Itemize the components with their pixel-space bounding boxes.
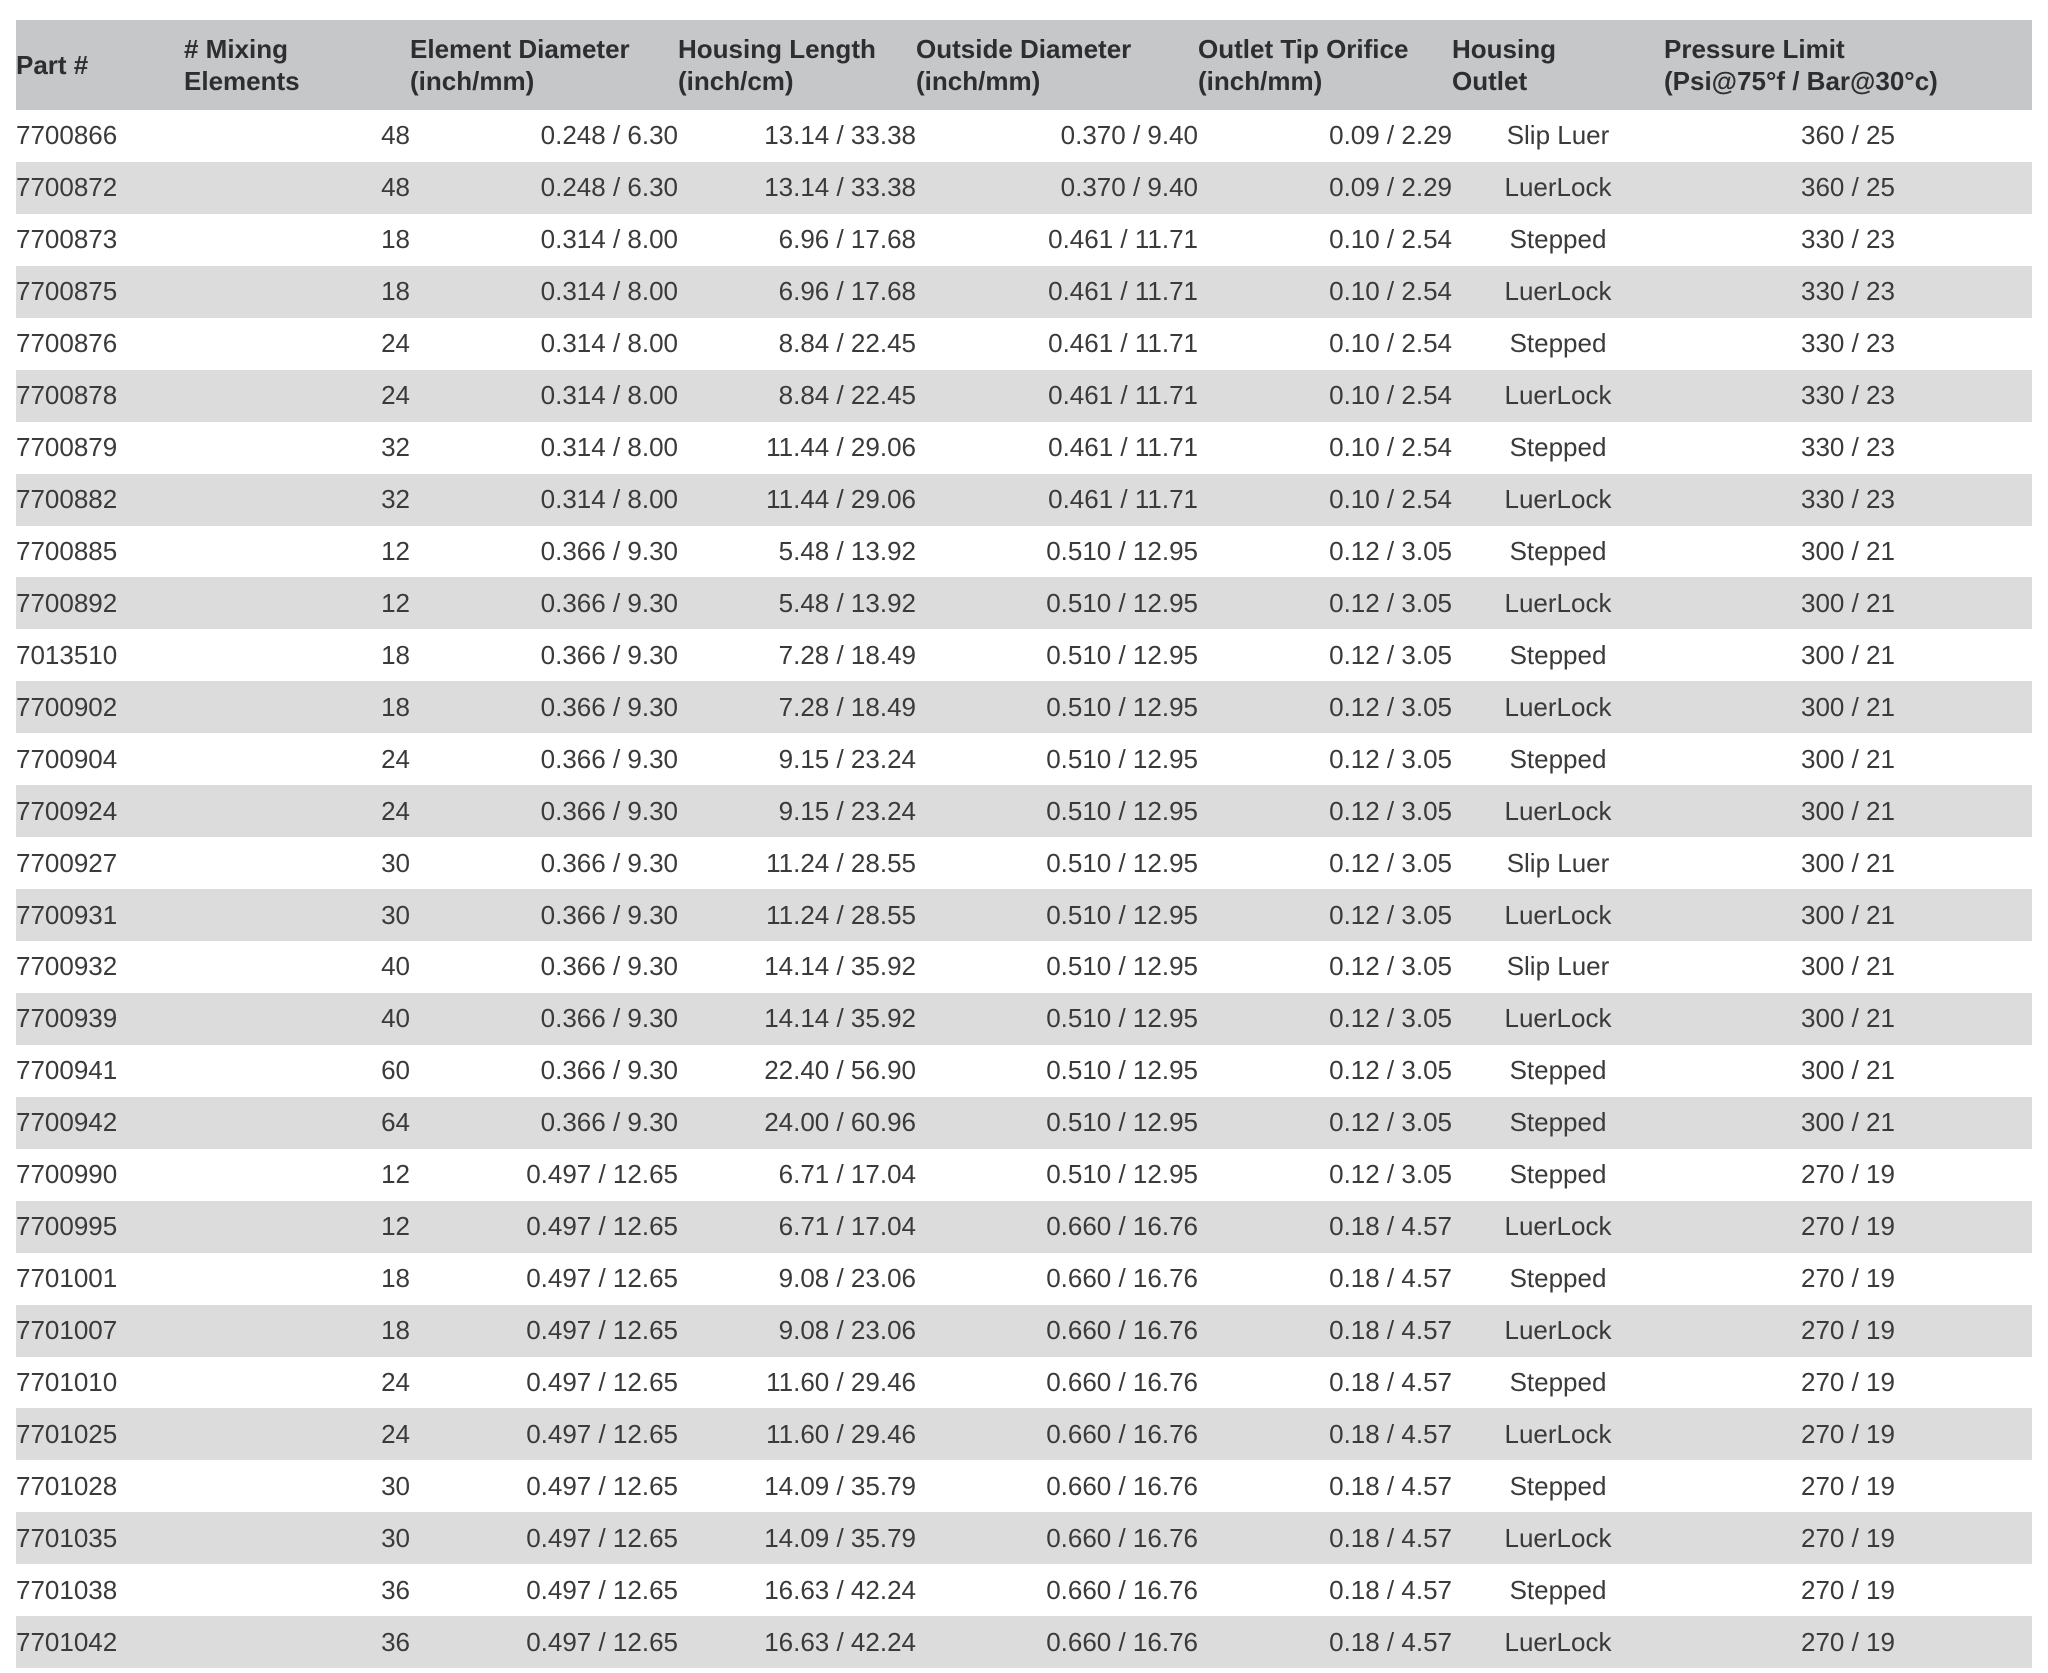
outlet-tip-orifice-cell: 0.09 / 2.29: [1329, 172, 1452, 203]
outside-diameter-cell: 0.660 / 16.76: [1046, 1522, 1198, 1553]
element-diameter-cell: 0.248 / 6.30: [540, 172, 678, 203]
mixing-elements-cell: 48: [381, 120, 410, 151]
outlet-tip-orifice-cell: 0.12 / 3.05: [1329, 1107, 1452, 1138]
outside-diameter-cell: 0.510 / 12.95: [1046, 1003, 1198, 1034]
pressure-limit-cell: 300 / 21: [1801, 951, 1895, 982]
header-housing-outlet: Housing Outlet: [1452, 34, 1556, 96]
part-number-cell: 7700990: [16, 1159, 118, 1190]
part-number-cell: 7700866: [16, 120, 118, 151]
part-number-cell: 7700904: [16, 743, 118, 774]
housing-length-cell: 13.14 / 33.38: [764, 172, 916, 203]
element-diameter-cell: 0.314 / 8.00: [540, 276, 678, 307]
element-diameter-cell: 0.366 / 9.30: [540, 1055, 678, 1086]
header-part-number: Part #: [16, 50, 89, 80]
housing-length-cell: 14.14 / 35.92: [764, 951, 916, 982]
table-row: [16, 941, 2032, 993]
table-row: [16, 1201, 2032, 1253]
housing-outlet-cell: Stepped: [1509, 328, 1607, 359]
outlet-tip-orifice-cell: 0.12 / 3.05: [1329, 847, 1452, 878]
outlet-tip-orifice-cell: 0.18 / 4.57: [1329, 1315, 1452, 1346]
element-diameter-cell: 0.497 / 12.65: [526, 1522, 678, 1553]
housing-length-cell: 5.48 / 13.92: [778, 587, 916, 618]
outlet-tip-orifice-cell: 0.12 / 3.05: [1329, 743, 1452, 774]
housing-outlet-cell: LuerLock: [1504, 484, 1612, 515]
outlet-tip-orifice-cell: 0.12 / 3.05: [1329, 899, 1452, 930]
housing-outlet-cell: LuerLock: [1504, 1626, 1612, 1657]
table-row: [16, 629, 2032, 681]
outside-diameter-cell: 0.660 / 16.76: [1046, 1366, 1198, 1397]
mixing-elements-cell: 12: [381, 535, 410, 566]
housing-outlet-cell: Slip Luer: [1506, 120, 1610, 151]
part-number-cell: 7701028: [16, 1470, 118, 1501]
housing-outlet-cell: Stepped: [1509, 432, 1607, 463]
part-number-cell: 7700875: [16, 276, 118, 307]
table-row: [16, 577, 2032, 629]
pressure-limit-cell: 270 / 19: [1801, 1470, 1895, 1501]
table-row: [16, 1045, 2032, 1097]
housing-outlet-cell: LuerLock: [1504, 276, 1612, 307]
mixing-elements-cell: 24: [381, 1366, 410, 1397]
mixing-elements-cell: 30: [381, 1522, 410, 1553]
pressure-limit-cell: 330 / 23: [1801, 432, 1895, 463]
outside-diameter-cell: 0.461 / 11.71: [1048, 484, 1198, 515]
header-outside-diameter: Outside Diameter (inch/mm): [916, 34, 1132, 96]
outlet-tip-orifice-cell: 0.09 / 2.29: [1329, 120, 1452, 151]
part-number-cell: 7700941: [16, 1055, 118, 1086]
mixing-elements-cell: 24: [381, 743, 410, 774]
element-diameter-cell: 0.314 / 8.00: [540, 484, 678, 515]
housing-length-cell: 9.08 / 23.06: [778, 1263, 916, 1294]
pressure-limit-cell: 330 / 23: [1801, 380, 1895, 411]
housing-length-cell: 7.28 / 18.49: [778, 691, 916, 722]
housing-length-cell: 14.14 / 35.92: [764, 1003, 916, 1034]
table-row: [16, 681, 2032, 733]
part-number-cell: 7700876: [16, 328, 118, 359]
pressure-limit-cell: 300 / 21: [1801, 691, 1895, 722]
element-diameter-cell: 0.497 / 12.65: [526, 1574, 678, 1605]
element-diameter-cell: 0.366 / 9.30: [540, 1003, 678, 1034]
element-diameter-cell: 0.366 / 9.30: [540, 743, 678, 774]
outlet-tip-orifice-cell: 0.18 / 4.57: [1329, 1470, 1452, 1501]
pressure-limit-cell: 300 / 21: [1801, 743, 1895, 774]
housing-outlet-cell: LuerLock: [1504, 1315, 1612, 1346]
pressure-limit-cell: 330 / 23: [1801, 328, 1895, 359]
housing-outlet-cell: Stepped: [1509, 743, 1607, 774]
outside-diameter-cell: 0.510 / 12.95: [1046, 951, 1198, 982]
pressure-limit-cell: 300 / 21: [1801, 639, 1895, 670]
outside-diameter-cell: 0.370 / 9.40: [1060, 172, 1198, 203]
housing-length-cell: 9.15 / 23.24: [778, 743, 916, 774]
element-diameter-cell: 0.248 / 6.30: [540, 120, 678, 151]
table-row: [16, 733, 2032, 785]
housing-length-cell: 9.15 / 23.24: [778, 795, 916, 826]
outlet-tip-orifice-cell: 0.10 / 2.54: [1329, 276, 1452, 307]
outside-diameter-cell: 0.510 / 12.95: [1046, 587, 1198, 618]
housing-outlet-cell: Stepped: [1509, 639, 1607, 670]
element-diameter-cell: 0.497 / 12.65: [526, 1470, 678, 1501]
table-row: [16, 1460, 2032, 1512]
part-number-cell: 7701001: [16, 1263, 118, 1294]
table-row: [16, 526, 2032, 578]
pressure-limit-cell: 330 / 23: [1801, 484, 1895, 515]
housing-outlet-cell: LuerLock: [1504, 795, 1612, 826]
part-number-cell: 7700885: [16, 535, 118, 566]
outside-diameter-cell: 0.660 / 16.76: [1046, 1470, 1198, 1501]
housing-outlet-cell: Stepped: [1509, 1470, 1607, 1501]
outlet-tip-orifice-cell: 0.12 / 3.05: [1329, 1055, 1452, 1086]
table-row: [16, 318, 2032, 370]
element-diameter-cell: 0.314 / 8.00: [540, 380, 678, 411]
part-number-cell: 7700942: [16, 1107, 118, 1138]
mixing-elements-cell: 40: [381, 1003, 410, 1034]
table-row: [16, 1616, 2032, 1668]
housing-outlet-cell: Stepped: [1509, 1263, 1607, 1294]
table-row: [16, 162, 2032, 214]
header-housing-length: Housing Length (inch/cm): [678, 34, 876, 96]
part-number-cell: 7700882: [16, 484, 118, 515]
element-diameter-cell: 0.497 / 12.65: [526, 1159, 678, 1190]
pressure-limit-cell: 270 / 19: [1801, 1626, 1895, 1657]
table-row: [16, 1408, 2032, 1460]
element-diameter-cell: 0.366 / 9.30: [540, 587, 678, 618]
pressure-limit-cell: 360 / 25: [1801, 120, 1895, 151]
outside-diameter-cell: 0.510 / 12.95: [1046, 795, 1198, 826]
outside-diameter-cell: 0.461 / 11.71: [1048, 224, 1198, 255]
pressure-limit-cell: 300 / 21: [1801, 535, 1895, 566]
outside-diameter-cell: 0.461 / 11.71: [1048, 276, 1198, 307]
housing-length-cell: 7.28 / 18.49: [778, 639, 916, 670]
mixing-elements-cell: 30: [381, 899, 410, 930]
table-row: [16, 370, 2032, 422]
outlet-tip-orifice-cell: 0.12 / 3.05: [1329, 1003, 1452, 1034]
housing-outlet-cell: Stepped: [1509, 1366, 1607, 1397]
table-row: [16, 785, 2032, 837]
outside-diameter-cell: 0.510 / 12.95: [1046, 639, 1198, 670]
table-row: [16, 837, 2032, 889]
mixing-elements-cell: 32: [381, 432, 410, 463]
element-diameter-cell: 0.314 / 8.00: [540, 224, 678, 255]
housing-length-cell: 13.14 / 33.38: [764, 120, 916, 151]
outside-diameter-cell: 0.510 / 12.95: [1046, 847, 1198, 878]
part-number-cell: 7013510: [16, 639, 118, 670]
outside-diameter-cell: 0.510 / 12.95: [1046, 899, 1198, 930]
pressure-limit-cell: 300 / 21: [1801, 795, 1895, 826]
housing-length-cell: 16.63 / 42.24: [764, 1574, 916, 1605]
housing-length-cell: 22.40 / 56.90: [764, 1055, 916, 1086]
table-body: [16, 110, 2032, 1668]
outside-diameter-cell: 0.461 / 11.71: [1048, 328, 1198, 359]
table-header: [16, 20, 2032, 110]
housing-length-cell: 8.84 / 22.45: [778, 328, 916, 359]
part-number-cell: 7701035: [16, 1522, 118, 1553]
outside-diameter-cell: 0.461 / 11.71: [1048, 432, 1198, 463]
element-diameter-cell: 0.366 / 9.30: [540, 847, 678, 878]
header-mixing-elements: # Mixing Elements: [184, 34, 300, 96]
housing-length-cell: 6.96 / 17.68: [778, 224, 916, 255]
housing-length-cell: 5.48 / 13.92: [778, 535, 916, 566]
housing-length-cell: 9.08 / 23.06: [778, 1315, 916, 1346]
table-row: [16, 1564, 2032, 1616]
mixing-elements-cell: 24: [381, 380, 410, 411]
housing-outlet-cell: Slip Luer: [1506, 847, 1610, 878]
element-diameter-cell: 0.497 / 12.65: [526, 1211, 678, 1242]
mixing-elements-cell: 18: [381, 691, 410, 722]
part-number-cell: 7700879: [16, 432, 118, 463]
mixing-elements-cell: 36: [381, 1574, 410, 1605]
pressure-limit-cell: 270 / 19: [1801, 1522, 1895, 1553]
mixing-elements-cell: 40: [381, 951, 410, 982]
housing-length-cell: 14.09 / 35.79: [764, 1522, 916, 1553]
part-number-cell: 7701042: [16, 1626, 118, 1657]
pressure-limit-cell: 300 / 21: [1801, 899, 1895, 930]
element-diameter-cell: 0.366 / 9.30: [540, 691, 678, 722]
housing-outlet-cell: LuerLock: [1504, 1003, 1612, 1034]
pressure-limit-cell: 360 / 25: [1801, 172, 1895, 203]
mixing-elements-cell: 24: [381, 795, 410, 826]
element-diameter-cell: 0.366 / 9.30: [540, 639, 678, 670]
housing-length-cell: 24.00 / 60.96: [764, 1107, 916, 1138]
part-number-cell: 7700902: [16, 691, 118, 722]
table-row: [16, 474, 2032, 526]
table-row: [16, 422, 2032, 474]
mixing-elements-cell: 24: [381, 1418, 410, 1449]
outlet-tip-orifice-cell: 0.18 / 4.57: [1329, 1211, 1452, 1242]
element-diameter-cell: 0.497 / 12.65: [526, 1626, 678, 1657]
pressure-limit-cell: 270 / 19: [1801, 1315, 1895, 1346]
pressure-limit-cell: 300 / 21: [1801, 1107, 1895, 1138]
header-element-diameter: Element Diameter (inch/mm): [410, 34, 630, 96]
housing-length-cell: 6.71 / 17.04: [778, 1211, 916, 1242]
housing-outlet-cell: LuerLock: [1504, 691, 1612, 722]
outlet-tip-orifice-cell: 0.10 / 2.54: [1329, 484, 1452, 515]
mixing-elements-cell: 36: [381, 1626, 410, 1657]
mixing-elements-cell: 12: [381, 587, 410, 618]
housing-outlet-cell: Stepped: [1509, 1107, 1607, 1138]
housing-length-cell: 11.24 / 28.55: [766, 899, 916, 930]
pressure-limit-cell: 300 / 21: [1801, 1003, 1895, 1034]
housing-length-cell: 6.96 / 17.68: [778, 276, 916, 307]
housing-outlet-cell: Slip Luer: [1506, 951, 1610, 982]
outlet-tip-orifice-cell: 0.12 / 3.05: [1329, 795, 1452, 826]
housing-outlet-cell: LuerLock: [1504, 587, 1612, 618]
part-number-cell: 7700872: [16, 172, 118, 203]
outlet-tip-orifice-cell: 0.10 / 2.54: [1329, 380, 1452, 411]
housing-outlet-cell: LuerLock: [1504, 172, 1612, 203]
mixing-elements-cell: 18: [381, 276, 410, 307]
outlet-tip-orifice-cell: 0.12 / 3.05: [1329, 1159, 1452, 1190]
outside-diameter-cell: 0.660 / 16.76: [1046, 1574, 1198, 1605]
outside-diameter-cell: 0.660 / 16.76: [1046, 1263, 1198, 1294]
outlet-tip-orifice-cell: 0.18 / 4.57: [1329, 1366, 1452, 1397]
housing-outlet-cell: Stepped: [1509, 1574, 1607, 1605]
table-row: [16, 1097, 2032, 1149]
housing-outlet-cell: Stepped: [1509, 224, 1607, 255]
part-number-cell: 7701010: [16, 1366, 118, 1397]
element-diameter-cell: 0.497 / 12.65: [526, 1263, 678, 1294]
part-number-cell: 7700892: [16, 587, 118, 618]
housing-length-cell: 6.71 / 17.04: [778, 1159, 916, 1190]
mixing-elements-cell: 24: [381, 328, 410, 359]
pressure-limit-cell: 270 / 19: [1801, 1574, 1895, 1605]
pressure-limit-cell: 300 / 21: [1801, 1055, 1895, 1086]
mixing-elements-cell: 18: [381, 224, 410, 255]
table-row: [16, 1357, 2032, 1409]
pressure-limit-cell: 330 / 23: [1801, 276, 1895, 307]
outside-diameter-cell: 0.660 / 16.76: [1046, 1418, 1198, 1449]
housing-outlet-cell: LuerLock: [1504, 899, 1612, 930]
outside-diameter-cell: 0.510 / 12.95: [1046, 535, 1198, 566]
housing-outlet-cell: LuerLock: [1504, 380, 1612, 411]
header-row: [16, 20, 2032, 110]
outside-diameter-cell: 0.660 / 16.76: [1046, 1211, 1198, 1242]
element-diameter-cell: 0.366 / 9.30: [540, 951, 678, 982]
part-number-cell: 7701007: [16, 1315, 118, 1346]
mixing-elements-cell: 32: [381, 484, 410, 515]
outside-diameter-cell: 0.510 / 12.95: [1046, 691, 1198, 722]
outlet-tip-orifice-cell: 0.18 / 4.57: [1329, 1418, 1452, 1449]
table-row: [16, 214, 2032, 266]
table-row: [16, 1305, 2032, 1357]
pressure-limit-cell: 300 / 21: [1801, 587, 1895, 618]
housing-length-cell: 11.44 / 29.06: [766, 432, 916, 463]
outlet-tip-orifice-cell: 0.12 / 3.05: [1329, 639, 1452, 670]
mixing-elements-cell: 18: [381, 1315, 410, 1346]
mixing-elements-cell: 12: [381, 1211, 410, 1242]
outside-diameter-cell: 0.510 / 12.95: [1046, 1159, 1198, 1190]
element-diameter-cell: 0.497 / 12.65: [526, 1366, 678, 1397]
element-diameter-cell: 0.366 / 9.30: [540, 795, 678, 826]
part-number-cell: 7701038: [16, 1574, 118, 1605]
table-row: [16, 1512, 2032, 1564]
table-row: [16, 1149, 2032, 1201]
header-pressure-limit: Pressure Limit (Psi@75°f / Bar@30°c): [1664, 34, 1938, 96]
element-diameter-cell: 0.366 / 9.30: [540, 535, 678, 566]
mixing-elements-cell: 18: [381, 639, 410, 670]
outlet-tip-orifice-cell: 0.12 / 3.05: [1329, 691, 1452, 722]
part-number-cell: 7700873: [16, 224, 118, 255]
element-diameter-cell: 0.366 / 9.30: [540, 899, 678, 930]
outside-diameter-cell: 0.370 / 9.40: [1060, 120, 1198, 151]
outside-diameter-cell: 0.461 / 11.71: [1048, 380, 1198, 411]
outlet-tip-orifice-cell: 0.18 / 4.57: [1329, 1263, 1452, 1294]
outside-diameter-cell: 0.510 / 12.95: [1046, 1107, 1198, 1138]
pressure-limit-cell: 270 / 19: [1801, 1418, 1895, 1449]
mixing-elements-cell: 48: [381, 172, 410, 203]
element-diameter-cell: 0.314 / 8.00: [540, 432, 678, 463]
housing-length-cell: 8.84 / 22.45: [778, 380, 916, 411]
table-row: [16, 266, 2032, 318]
housing-outlet-cell: Stepped: [1509, 1055, 1607, 1086]
housing-length-cell: 11.44 / 29.06: [766, 484, 916, 515]
outside-diameter-cell: 0.660 / 16.76: [1046, 1626, 1198, 1657]
element-diameter-cell: 0.497 / 12.65: [526, 1418, 678, 1449]
part-number-cell: 7700939: [16, 1003, 118, 1034]
element-diameter-cell: 0.366 / 9.30: [540, 1107, 678, 1138]
outlet-tip-orifice-cell: 0.10 / 2.54: [1329, 432, 1452, 463]
housing-outlet-cell: Stepped: [1509, 1159, 1607, 1190]
outside-diameter-cell: 0.510 / 12.95: [1046, 1055, 1198, 1086]
outlet-tip-orifice-cell: 0.18 / 4.57: [1329, 1574, 1452, 1605]
element-diameter-cell: 0.497 / 12.65: [526, 1315, 678, 1346]
outlet-tip-orifice-cell: 0.10 / 2.54: [1329, 224, 1452, 255]
outside-diameter-cell: 0.660 / 16.76: [1046, 1315, 1198, 1346]
part-number-cell: 7700932: [16, 951, 118, 982]
specifications-table: [16, 20, 2032, 1668]
table-row: [16, 993, 2032, 1045]
housing-length-cell: 16.63 / 42.24: [764, 1626, 916, 1657]
housing-outlet-cell: LuerLock: [1504, 1418, 1612, 1449]
mixing-elements-cell: 30: [381, 847, 410, 878]
pressure-limit-cell: 270 / 19: [1801, 1263, 1895, 1294]
mixing-elements-cell: 18: [381, 1263, 410, 1294]
housing-outlet-cell: LuerLock: [1504, 1211, 1612, 1242]
mixing-elements-cell: 12: [381, 1159, 410, 1190]
part-number-cell: 7700878: [16, 380, 118, 411]
pressure-limit-cell: 270 / 19: [1801, 1211, 1895, 1242]
outlet-tip-orifice-cell: 0.12 / 3.05: [1329, 587, 1452, 618]
pressure-limit-cell: 270 / 19: [1801, 1159, 1895, 1190]
housing-length-cell: 11.24 / 28.55: [766, 847, 916, 878]
part-number-cell: 7701025: [16, 1418, 118, 1449]
housing-length-cell: 14.09 / 35.79: [764, 1470, 916, 1501]
pressure-limit-cell: 330 / 23: [1801, 224, 1895, 255]
housing-length-cell: 11.60 / 29.46: [766, 1366, 916, 1397]
part-number-cell: 7700924: [16, 795, 118, 826]
pressure-limit-cell: 270 / 19: [1801, 1366, 1895, 1397]
outlet-tip-orifice-cell: 0.18 / 4.57: [1329, 1626, 1452, 1657]
housing-outlet-cell: Stepped: [1509, 535, 1607, 566]
outlet-tip-orifice-cell: 0.12 / 3.05: [1329, 535, 1452, 566]
pressure-limit-cell: 300 / 21: [1801, 847, 1895, 878]
mixing-elements-cell: 64: [381, 1107, 410, 1138]
table-row: [16, 889, 2032, 941]
element-diameter-cell: 0.314 / 8.00: [540, 328, 678, 359]
table-row: [16, 110, 2032, 162]
outlet-tip-orifice-cell: 0.10 / 2.54: [1329, 328, 1452, 359]
mixing-elements-cell: 30: [381, 1470, 410, 1501]
outside-diameter-cell: 0.510 / 12.95: [1046, 743, 1198, 774]
housing-outlet-cell: LuerLock: [1504, 1522, 1612, 1553]
outlet-tip-orifice-cell: 0.12 / 3.05: [1329, 951, 1452, 982]
part-number-cell: 7700927: [16, 847, 118, 878]
housing-length-cell: 11.60 / 29.46: [766, 1418, 916, 1449]
mixing-elements-cell: 60: [381, 1055, 410, 1086]
part-number-cell: 7700931: [16, 899, 118, 930]
outlet-tip-orifice-cell: 0.18 / 4.57: [1329, 1522, 1452, 1553]
table-row: [16, 1253, 2032, 1305]
header-outlet-tip-orifice: Outlet Tip Orifice (inch/mm): [1198, 34, 1409, 96]
part-number-cell: 7700995: [16, 1211, 118, 1242]
